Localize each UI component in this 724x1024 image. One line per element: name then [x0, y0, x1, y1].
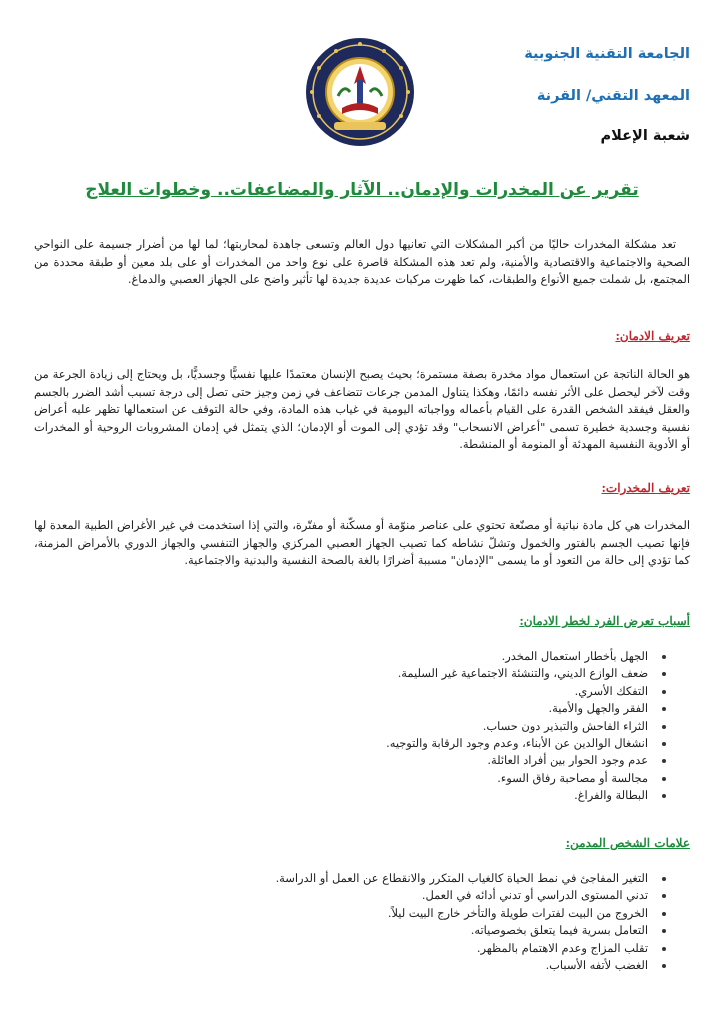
bullet-icon	[662, 964, 666, 968]
university-name: الجامعة التقنية الجنوبية	[524, 46, 690, 62]
bullet-icon	[662, 742, 666, 746]
signs-heading: علامات الشخص المدمن:	[565, 836, 690, 850]
list-item: عدم وجود الحوار بين أفراد العائلة.	[34, 752, 648, 769]
bullet-icon	[662, 690, 666, 694]
bullet-icon	[662, 759, 666, 763]
bullet-icon	[662, 672, 666, 676]
bullet-icon	[662, 777, 666, 781]
list-item: الخروج من البيت لفترات طويلة والتأخر خارج البيت ليلاً.	[34, 905, 648, 922]
department-name: شعبة الإعلام	[600, 128, 690, 144]
bullet-icon	[662, 947, 666, 951]
drugs-heading: تعريف المخدرات:	[601, 481, 690, 495]
bullet-icon	[662, 725, 666, 729]
list-item: الفقر والجهل والأمية.	[34, 700, 648, 717]
signs-list	[34, 870, 666, 974]
university-seal-icon	[304, 36, 416, 148]
list-item: تقلب المزاج وعدم الاهتمام بالمظهر.	[34, 940, 648, 957]
bullet-icon	[662, 794, 666, 798]
list-item: التفكك الأسري.	[34, 683, 648, 700]
list-item: ضعف الوازع الديني، والتنشئة الاجتماعية غير السليمة.	[34, 665, 648, 682]
causes-list	[34, 648, 666, 805]
bullet-icon	[662, 912, 666, 916]
report-title: تقرير عن المخدرات والإدمان.. الآثار والمضاعفات.. وخطوات العلاج	[85, 180, 639, 200]
list-item: انشغال الوالدين عن الأبناء، وعدم وجود الرقابة والتوجيه.	[34, 735, 648, 752]
list-item: التعامل بسرية فيما يتعلق بخصوصياته.	[34, 922, 648, 939]
bullet-icon	[662, 929, 666, 933]
list-item: البطالة والفراغ.	[34, 787, 648, 804]
institute-name: المعهد التقني/ القرنة	[536, 88, 690, 104]
bullet-icon	[662, 655, 666, 659]
list-item: مجالسة أو مصاحبة رفاق السوء.	[34, 770, 648, 787]
bullet-icon	[662, 707, 666, 711]
list-item: الجهل بأخطار استعمال المخدر.	[34, 648, 648, 665]
list-item: الغضب لأتفه الأسباب.	[34, 957, 648, 974]
bullet-icon	[662, 894, 666, 898]
causes-heading: أسباب تعرض الفرد لخطر الادمان:	[519, 614, 690, 628]
list-item: تدني المستوى الدراسي أو تدني أدائه في العمل.	[34, 887, 648, 904]
list-item: التغير المفاجئ في نمط الحياة كالغياب المتكرر والانقطاع عن العمل أو الدراسة.	[34, 870, 648, 887]
addiction-heading: تعريف الادمان:	[615, 329, 690, 343]
intro-paragraph: تعد مشكلة المخدرات حاليًا من أكبر المشكلات التي تعانيها دول العالم وتسعى جاهدة لمحاربتها؛ لما لها من أضرار جسيمة على النواحي الصحية والاجتماعية والاقتصادية والأمنية، ولم تعد هذه المشكلة قاصرة على نوع واحد من المخدرات أو على بلد معين أو طبقة محددة من المجتمع، بل شملت جميع الأنواع والطبقات، كما ظهرت مركبات عديدة جديدة لها تأثير واضح على الجهاز العصبي والدماغ.	[34, 237, 690, 286]
list-item: الثراء الفاحش والتبذير دون حساب.	[34, 718, 648, 735]
addiction-paragraph: هو الحالة الناتجة عن استعمال مواد مخدرة بصفة مستمرة؛ بحيث يصبح الإنسان معتمدًا عليها نفسيًّا وجسديًّا، بل ويحتاج إلى زيادة الجرعة من وقت لآخر ليحصل على الأثر نفسه دائمًا، وهكذا يتناول المدمن جرعات تتضاعف في زمن وجيز حتى تصل إلى درجة تسبب أشد الضرر بالجسم والعقل فيفقد الشخص القدرة على القيام بأعماله وواجباته اليومية في غياب هذه المادة، وفي حالة التوقف عن استعمالها تظهر عليه أعراض نفسية وجسدية خطيرة تسمى "أعراض الانسحاب" وقد تؤدي إلى الموت أو الإدمان؛ الذي يتمثل في إدمان المشروبات الروحية أو المخدرات أو الأدوية النفسية المهدئة أو المنومة أو المنشطة.	[34, 367, 690, 451]
bullet-icon	[662, 877, 666, 881]
drugs-paragraph: المخدرات هي كل مادة نباتية أو مصنّعة تحتوي على عناصر منوّمة أو مسكّنة أو مفتّرة، والتي إذا استخدمت في غير الأغراض الطبية المعدة لها فإنها تصيب الجسم بالفتور والخمول وتشلّ نشاطه كما تصيب الجهاز العصبي المركزي والجهاز التنفسي والجهاز الدوري بالأمراض المزمنة، كما تؤدي إلى حالة من التعود أو ما يسمى "الإدمان" مسببة أضرارًا بالغة بالصحة النفسية والبدنية والاجتماعية.	[34, 518, 690, 567]
